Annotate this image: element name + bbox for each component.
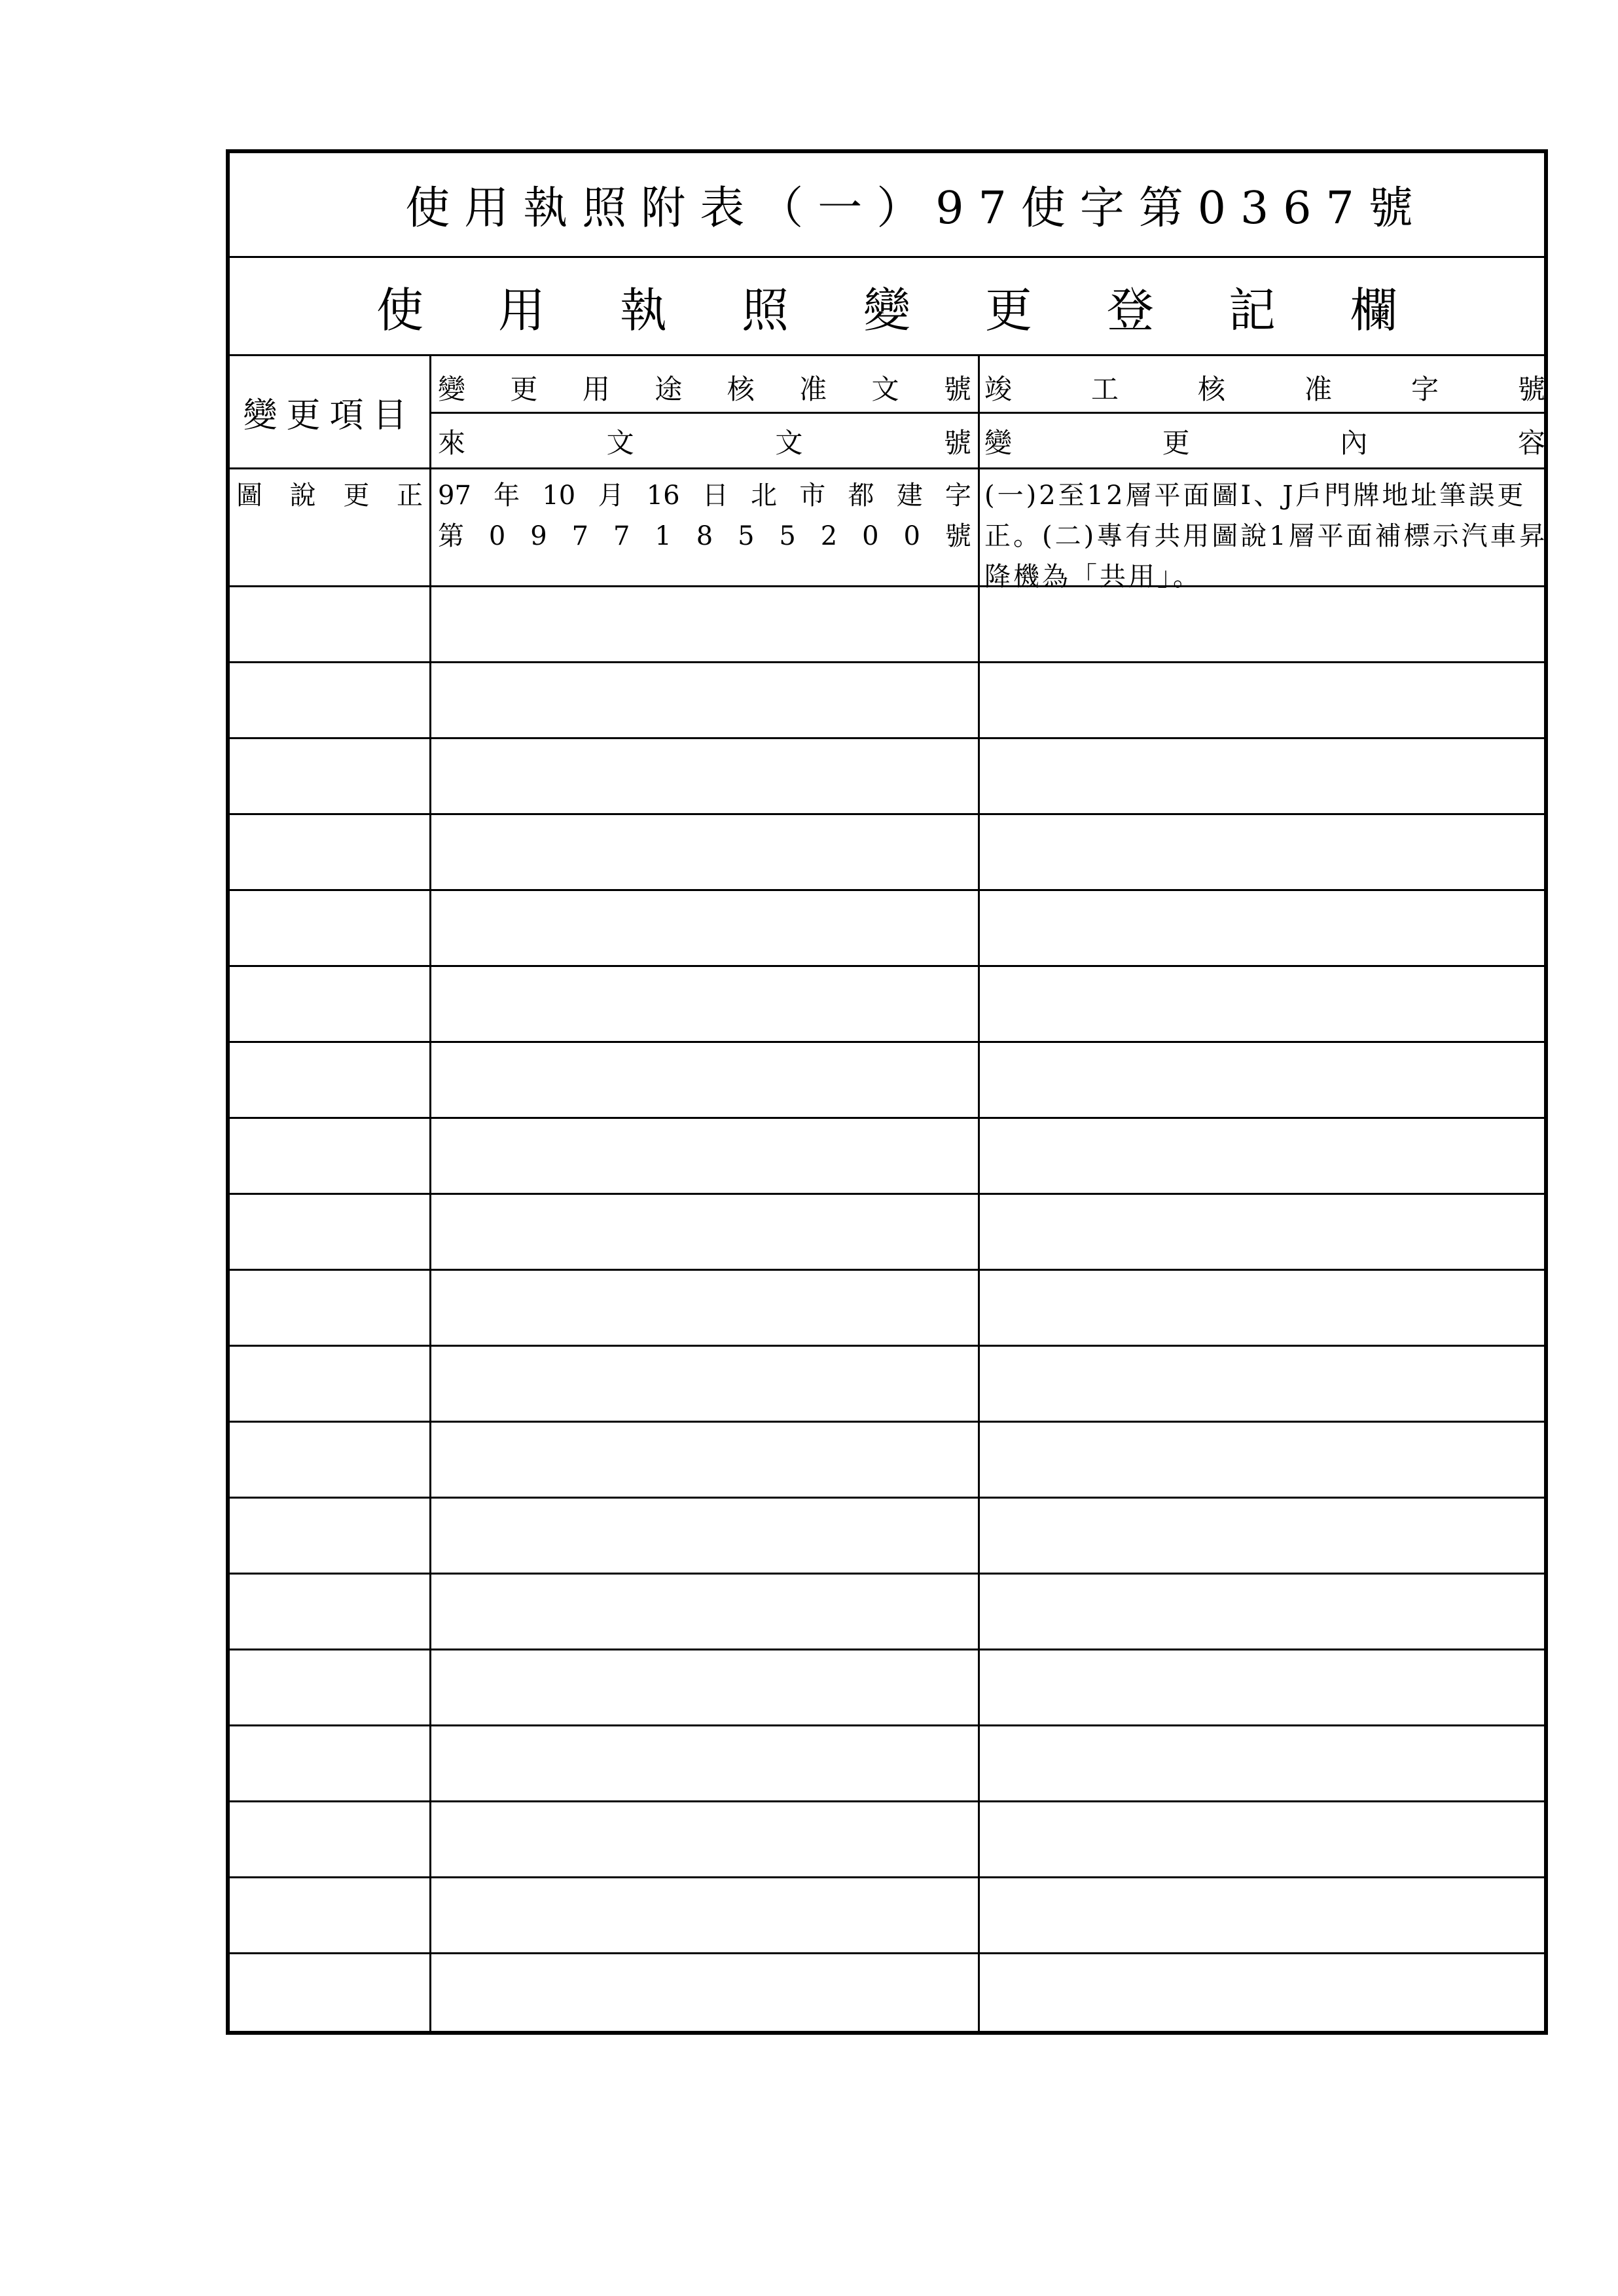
- entry-doc-number-line1: [438, 475, 971, 516]
- entry-char: 說: [289, 481, 316, 511]
- entry-char: 7: [571, 521, 589, 551]
- entry-char: 號: [944, 521, 971, 551]
- form-subtitle: [230, 258, 1544, 356]
- row-divider: [230, 965, 1544, 967]
- entry-char: 建: [896, 481, 923, 511]
- entry-char: 正: [396, 481, 423, 511]
- header-char: 竣: [984, 373, 1013, 405]
- entry-char: 日: [702, 481, 728, 511]
- entry-char: 16: [646, 481, 680, 511]
- header-change-item: 變更項目: [243, 395, 416, 435]
- entry-char: 月: [598, 481, 624, 511]
- entry-char: 5: [779, 521, 796, 551]
- header-char: 核: [1197, 373, 1225, 405]
- row-divider: [230, 813, 1544, 815]
- header-char: 內: [1340, 427, 1368, 459]
- entry-char: 0: [488, 521, 506, 551]
- entry-char: 2: [820, 521, 838, 551]
- header-approval-doc-number: [438, 368, 971, 407]
- subtitle-char: 使: [376, 282, 424, 338]
- header-char: 途: [655, 373, 683, 405]
- subtitle-char: 變: [863, 282, 910, 338]
- row-divider: [230, 1800, 1544, 1802]
- entry-char: 7: [613, 521, 630, 551]
- entry-char: 0: [903, 521, 920, 551]
- subtitle-char: 執: [619, 282, 667, 338]
- entry-change-item: [236, 475, 423, 516]
- entry-char: 第: [438, 521, 464, 551]
- entry-char: 市: [799, 481, 826, 511]
- header-char: 容: [1517, 427, 1545, 459]
- entry-char: 字: [944, 481, 971, 511]
- row-divider: [230, 1269, 1544, 1271]
- entry-char: 北: [751, 481, 778, 511]
- header-char: 號: [943, 373, 971, 405]
- header-char: 號: [943, 427, 971, 459]
- entry-char: 1: [655, 521, 672, 551]
- header-char: 變: [984, 427, 1013, 459]
- subtitle-char: 登: [1106, 282, 1154, 338]
- row-divider: [230, 889, 1544, 891]
- entry-char: 5: [738, 521, 755, 551]
- header-char: 更: [510, 373, 538, 405]
- entry-char: 10: [542, 481, 576, 511]
- row-divider: [230, 661, 1544, 663]
- subtitle-text: [376, 272, 1397, 340]
- entry-doc-number-line2: [438, 516, 971, 556]
- change-registration-form: [226, 149, 1548, 2035]
- subtitle-char: 用: [497, 282, 545, 338]
- entry-char: 8: [696, 521, 713, 551]
- entry-char: 都: [848, 481, 874, 511]
- column-divider: [978, 356, 980, 2035]
- entry-char: 0: [862, 521, 879, 551]
- header-bottom-divider: [230, 467, 1544, 469]
- header-char: 准: [799, 373, 827, 405]
- header-char: 字: [1411, 373, 1439, 405]
- header-char: 工: [1090, 373, 1119, 405]
- header-char: 准: [1304, 373, 1332, 405]
- header-char: 核: [727, 373, 755, 405]
- subtitle-char: 記: [1228, 282, 1276, 338]
- header-char: 號: [1517, 373, 1545, 405]
- row-divider: [230, 1497, 1544, 1499]
- registration-table: [230, 356, 1548, 2035]
- subtitle-char: 欄: [1350, 282, 1397, 338]
- header-char: 更: [1162, 427, 1190, 459]
- entry-char: 年: [494, 481, 520, 511]
- row-divider: [230, 1649, 1544, 1650]
- row-divider: [230, 1952, 1544, 1954]
- header-incoming-doc-number: [438, 422, 971, 461]
- header-mid-divider: [429, 412, 1544, 414]
- row-divider: [230, 1421, 1544, 1423]
- row-divider: [230, 1041, 1544, 1043]
- header-char: 文: [606, 427, 634, 459]
- header-char: 用: [582, 373, 610, 405]
- header-char: 文: [871, 373, 899, 405]
- header-char: 來: [438, 427, 466, 459]
- row-divider: [230, 737, 1544, 739]
- row-divider: [230, 1193, 1544, 1195]
- entry-char: 圖: [236, 481, 262, 511]
- header-change-content: [984, 422, 1545, 461]
- form-title: 使用執照附表（一）97使字第0367號: [230, 153, 1544, 258]
- column-divider: [429, 356, 431, 2035]
- row-divider: [230, 1876, 1544, 1878]
- subtitle-char: 更: [984, 282, 1032, 338]
- row-divider: [230, 1573, 1544, 1575]
- entry-char: 更: [343, 481, 370, 511]
- header-char: 變: [438, 373, 466, 405]
- header-completion-number: [984, 368, 1545, 407]
- row-divider: [230, 1345, 1544, 1347]
- entry-change-content: (一)2至12層平面圖I、J戶門牌地址筆誤更正。(二)專有共用圖說1層平面補標示汽車昇降機為「共用」。: [984, 481, 1548, 592]
- row-divider: [230, 1724, 1544, 1726]
- entry-char: 9: [530, 521, 547, 551]
- row-divider: [230, 1117, 1544, 1119]
- entry-char: 97: [438, 481, 471, 511]
- header-char: 文: [775, 427, 803, 459]
- subtitle-char: 照: [741, 282, 789, 338]
